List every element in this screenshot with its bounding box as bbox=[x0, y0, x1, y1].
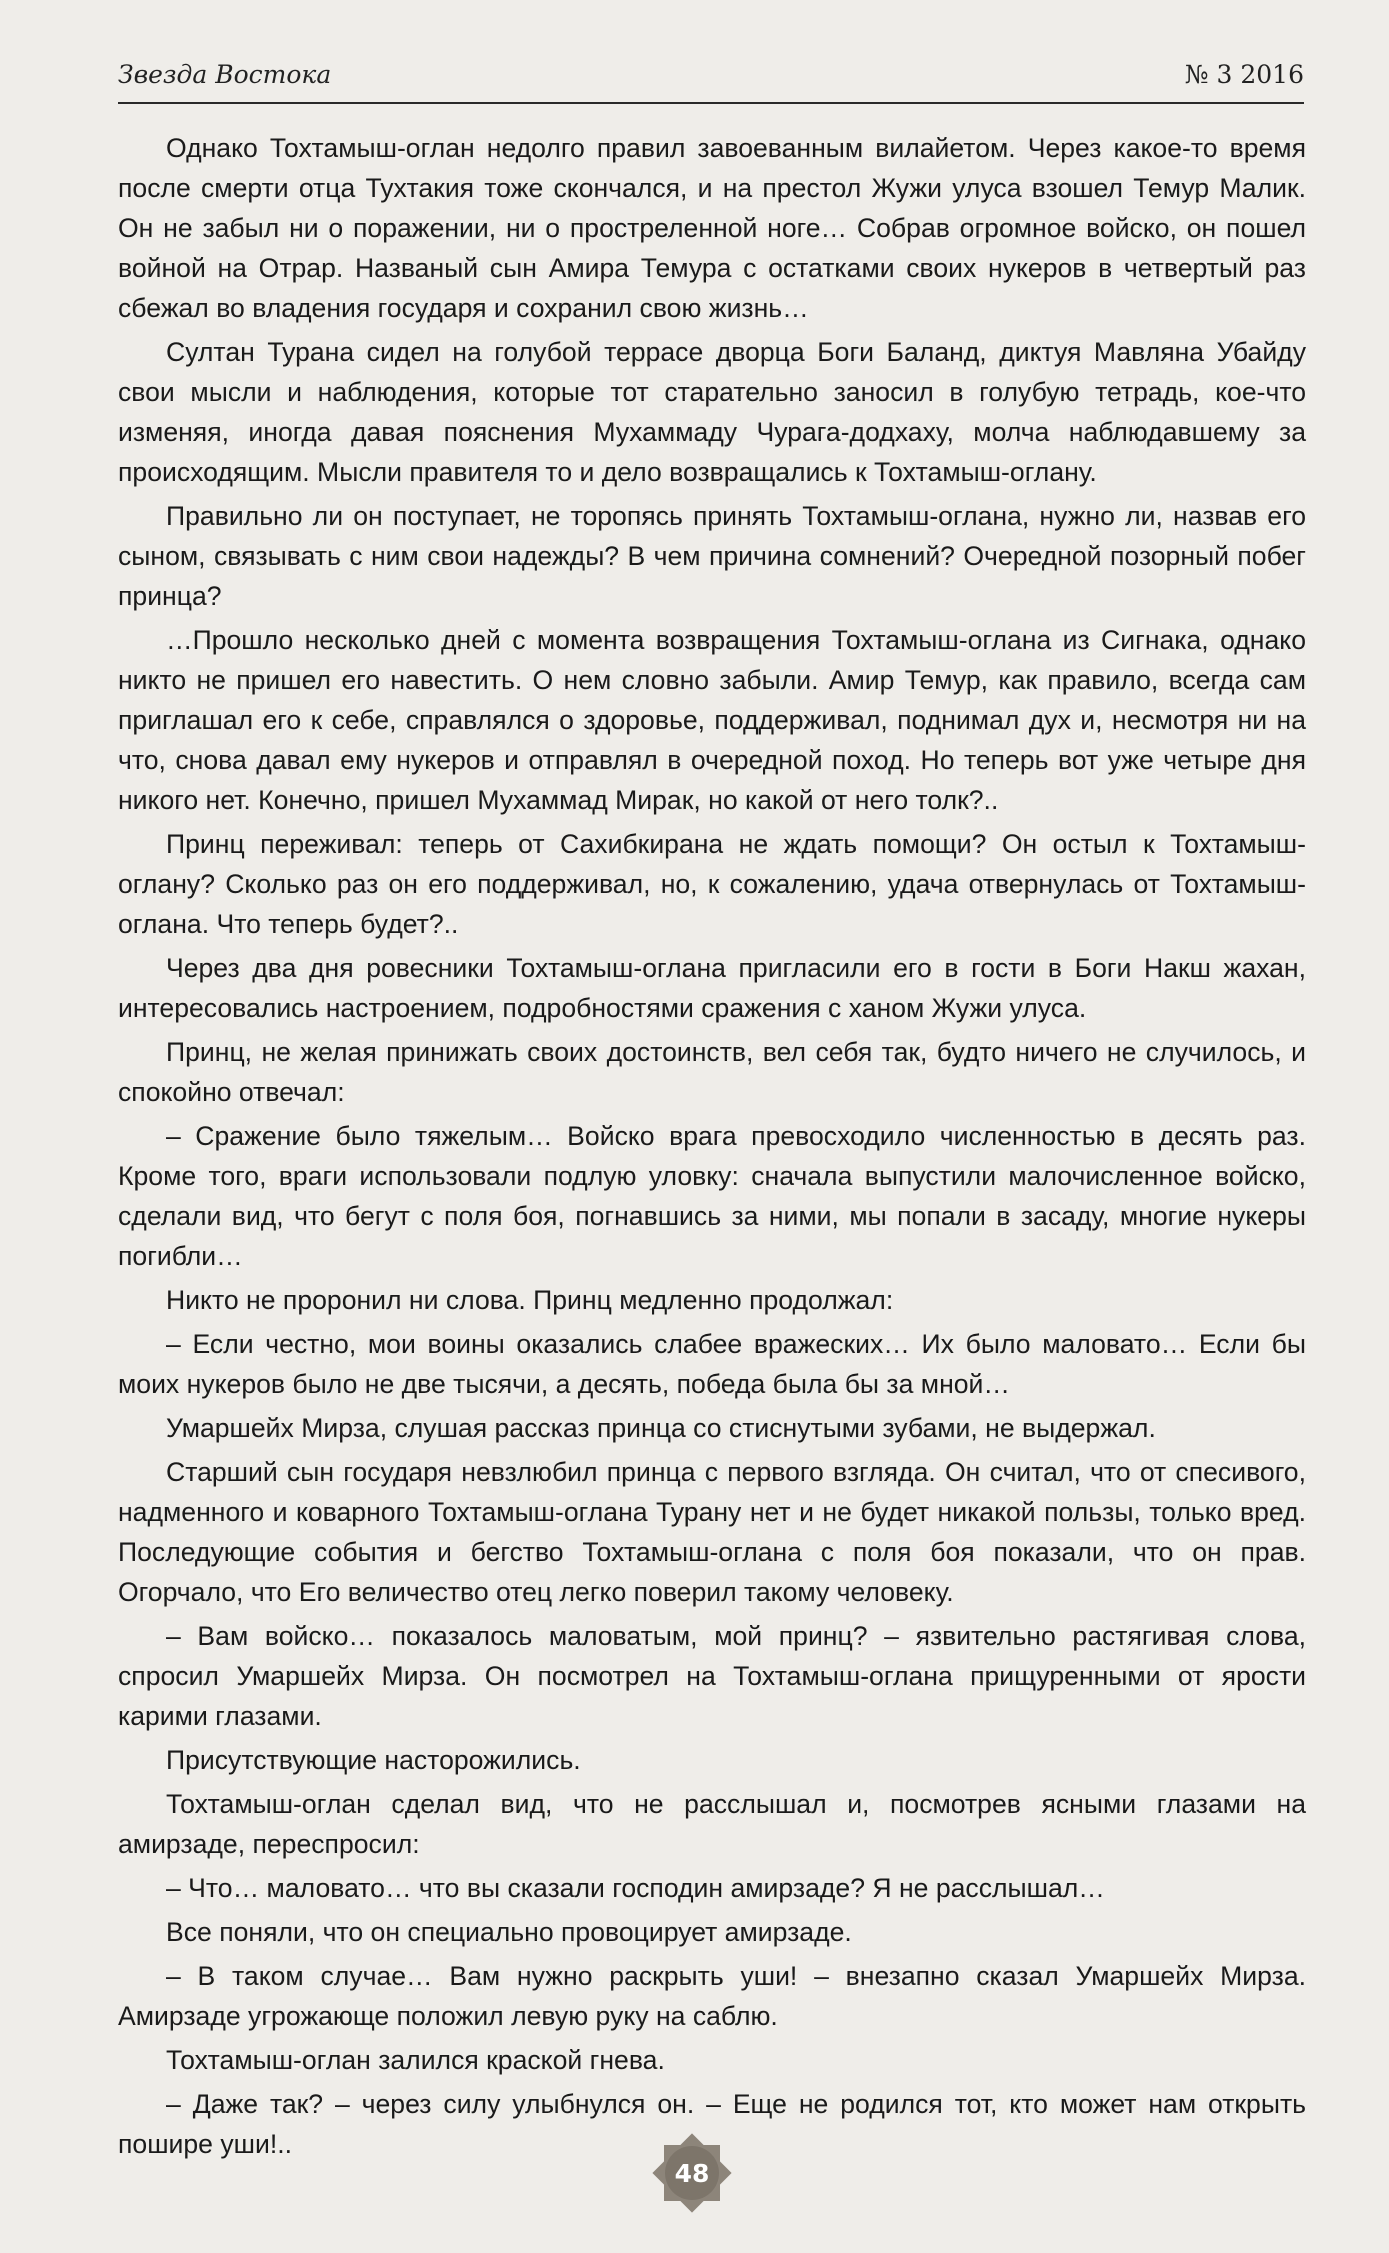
paragraph: Старший сын государя невзлюбил принца с первого взгляда. Он считал, что от спесивого, надменного и коварного Тохтамыш-оглана Турану нет и не будет никакой пользы, только вред. Последующие события и бегство Тохтамыш-оглана с поля боя показали, что он прав. Огорчало, что Его величество отец легко поверил такому человеку. bbox=[118, 1457, 1306, 1607]
paragraph: Присутствующие насторожились. bbox=[166, 1745, 581, 1775]
journal-title: Звезда Востока bbox=[118, 60, 332, 89]
issue-number: № 3 2016 bbox=[1184, 60, 1304, 89]
page-number-badge bbox=[650, 2131, 734, 2215]
paragraph: …Прошло несколько дней с момента возвращения Тохтамыш-оглана из Сигнака, однако никто не пришел его навестить. О нем словно забыли. Амир Темур, как правило, всегда сам приглашал его к себе, справлялся о здоровье, поддерживал, поднимал дух и, несмотря ни на что, снова давал ему нукеров и отправлял в очередной поход. Но теперь вот уже четыре дня никого нет. Конечно, пришел Мухаммад Мирак, но какой от него толк?.. bbox=[118, 625, 1306, 815]
paragraph: – Даже так? – через силу улыбнулся он. – Еще не родился тот, кто может нам открыть пошире уши!.. bbox=[118, 2089, 1306, 2159]
paragraph: Принц, не желая принижать своих достоинств, вел себя так, будто ничего не случилось, и спокойно отвечал: bbox=[118, 1037, 1306, 1107]
article-body bbox=[118, 128, 1306, 2168]
paragraph: Султан Турана сидел на голубой террасе дворца Боги Баланд, диктуя Мавляна Убайду свои мысли и наблюдения, которые тот старательно заносил в голубую тетрадь, кое-что изменяя, иногда давая пояснения Мухаммаду Чурага-додхаху, молча наблюдавшему за происходящим. Мысли правителя то и дело возвращались к Тохтамыш-оглану. bbox=[118, 337, 1306, 487]
paragraph: – Сражение было тяжелым… Войско врага превосходило численностью в десять раз. Кроме того, враги использовали подлую уловку: сначала выпустили малочисленное войско, сделали вид, что бегут с поля боя, погнавшись за ними, мы попали в засаду, многие нукеры погибли… bbox=[118, 1121, 1306, 1271]
paragraph: Тохтамыш-оглан залился краской гнева. bbox=[166, 2045, 665, 2075]
running-header bbox=[118, 58, 1304, 104]
paragraph: Однако Тохтамыш-оглан недолго правил завоеванным вилайетом. Через какое-то время после смерти отца Тухтакия тоже скончался, и на престол Жужи улуса взошел Темур Малик. Он не забыл ни о поражении, ни о простреленной ноге… Собрав огромное войско, он пошел войной на Отрар. Названый сын Амира Темура с остатками своих нукеров в четвертый раз сбежал во владения государя и сохранил свою жизнь… bbox=[118, 133, 1306, 323]
paragraph: Принц переживал: теперь от Сахибкирана не ждать помощи? Он остыл к Тохтамыш-оглану? Сколько раз он его поддерживал, но, к сожалению, удача отвернулась от Тохтамыш-оглана. Что теперь будет?.. bbox=[118, 829, 1306, 939]
paragraph: – В таком случае… Вам нужно раскрыть уши! – внезапно сказал Умаршейх Мирза. Амирзаде угрожающе положил левую руку на саблю. bbox=[118, 1961, 1306, 2031]
paragraph: Умаршейх Мирза, слушая рассказ принца со стиснутыми зубами, не выдержал. bbox=[166, 1413, 1156, 1443]
paragraph: Через два дня ровесники Тохтамыш-оглана пригласили его в гости в Боги Накш жахан, интересовались настроением, подробностями сражения с ханом Жужи улуса. bbox=[118, 953, 1306, 1023]
paragraph: – Если честно, мои воины оказались слабее вражеских… Их было маловато… Если бы моих нукеров было не две тысячи, а десять, победа была бы за мной… bbox=[118, 1329, 1306, 1399]
paragraph: Правильно ли он поступает, не торопясь принять Тохтамыш-оглана, нужно ли, назвав его сыном, связывать с ним свои надежды? В чем причина сомнений? Очередной позорный побег принца? bbox=[118, 501, 1306, 611]
page-number: 48 bbox=[674, 2158, 710, 2188]
paragraph: Никто не проронил ни слова. Принц медленно продолжал: bbox=[166, 1285, 894, 1315]
paragraph: Тохтамыш-оглан сделал вид, что не расслышал и, посмотрев ясными глазами на амирзаде, переспросил: bbox=[118, 1789, 1306, 1859]
paragraph: – Что… маловато… что вы сказали господин амирзаде? Я не расслышал… bbox=[166, 1873, 1105, 1903]
paragraph: Все поняли, что он специально провоцирует амирзаде. bbox=[166, 1917, 852, 1947]
paragraph: – Вам войско… показалось маловатым, мой принц? – язвительно растягивая слова, спросил Умаршейх Мирза. Он посмотрел на Тохтамыш-оглана прищуренными от ярости карими глазами. bbox=[118, 1621, 1306, 1731]
